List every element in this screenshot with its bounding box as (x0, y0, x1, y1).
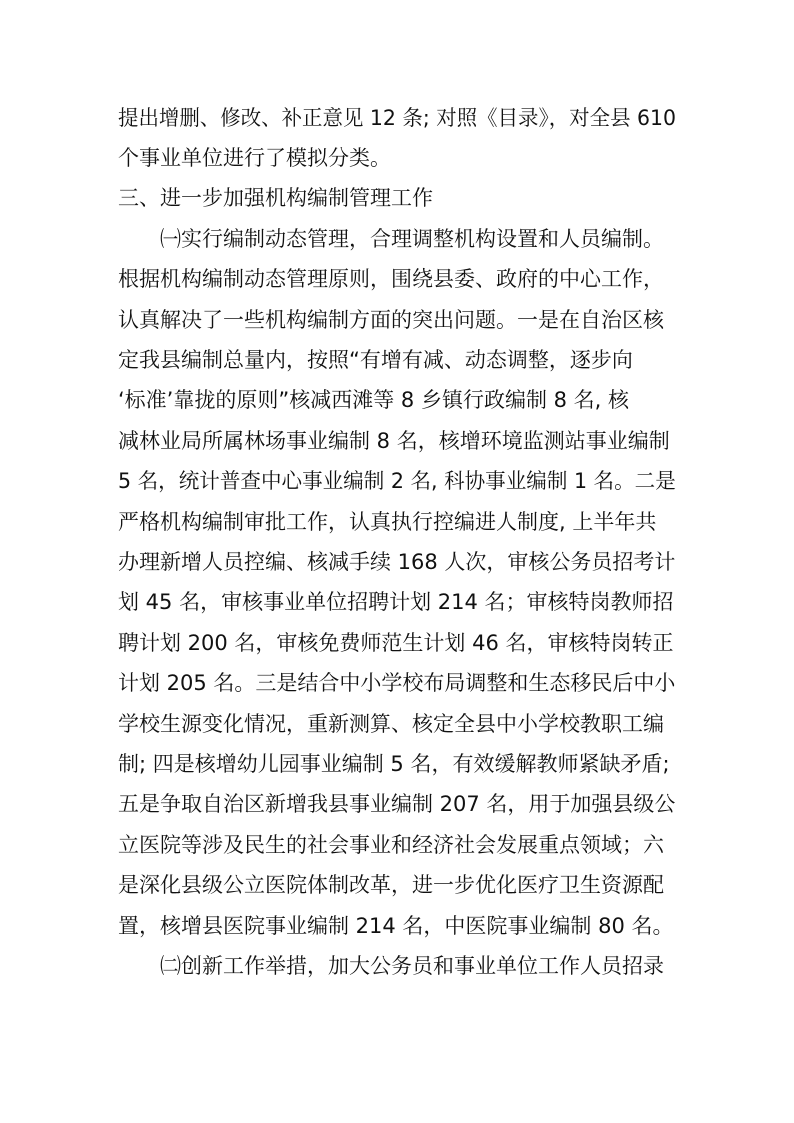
text-line: 定我县编制总量内，按照“有增有减、动态调整，逐步向 (118, 348, 633, 372)
text-line: 严格机构编制审批工作，认真执行控编进人制度, 上半年共 (118, 510, 657, 534)
text-line: ‘标准’靠拢的原则”核减西滩等 8 乡镇行政编制 8 名, 核 (118, 388, 630, 412)
text-line: 计划 205 名。三是结合中小学校布局调整和生态移民后中小 (118, 671, 676, 695)
text-line: 划 45 名，审核事业单位招聘计划 214 名；审核特岗教师招 (118, 590, 674, 614)
text-line: 制; 四是核增幼儿园事业编制 5 名，有效缓解教师紧缺矛盾; (118, 752, 670, 776)
subsection-heading: ㈠实行编制动态管理，合理调整机构设置和人员编制。 (160, 227, 664, 251)
text-line: 个事业单位进行了模拟分类。 (118, 146, 391, 170)
text-line: 置，核增县医院事业编制 214 名，中医院事业编制 80 名。 (118, 914, 674, 938)
text-line: 立医院等涉及民生的社会事业和经济社会发展重点领域；六 (118, 833, 664, 857)
text-line: 办理新增人员控编、核减手续 168 人次，审核公务员招考计 (118, 550, 676, 574)
text-line: 五是争取自治区新增我县事业编制 207 名，用于加强县级公 (118, 792, 676, 816)
section-heading: 三、进一步加强机构编制管理工作 (118, 186, 433, 210)
text-line: 根据机构编制动态管理原则，围绕县委、政府的中心工作， (118, 267, 664, 291)
text-line: 减林业局所属林场事业编制 8 名，核增环境监测站事业编制 (118, 429, 670, 453)
subsection-heading: ㈡创新工作举措，加大公务员和事业单位工作人员招录 (160, 954, 664, 978)
text-line: 是深化县级公立医院体制改革，进一步优化医疗卫生资源配 (118, 873, 664, 897)
text-line: 5 名，统计普查中心事业编制 2 名, 科协事业编制 1 名。二是 (118, 469, 676, 493)
text-line: 学校生源变化情况，重新测算、核定全县中小学校教职工编 (118, 712, 664, 736)
text-line: 认真解决了一些机构编制方面的突出问题。一是在自治区核 (118, 308, 664, 332)
text-line: 提出增删、修改、补正意见 12 条; 对照《目录》，对全县 610 (118, 106, 677, 130)
text-line: 聘计划 200 名，审核免费师范生计划 46 名，审核特岗转正 (118, 631, 674, 655)
